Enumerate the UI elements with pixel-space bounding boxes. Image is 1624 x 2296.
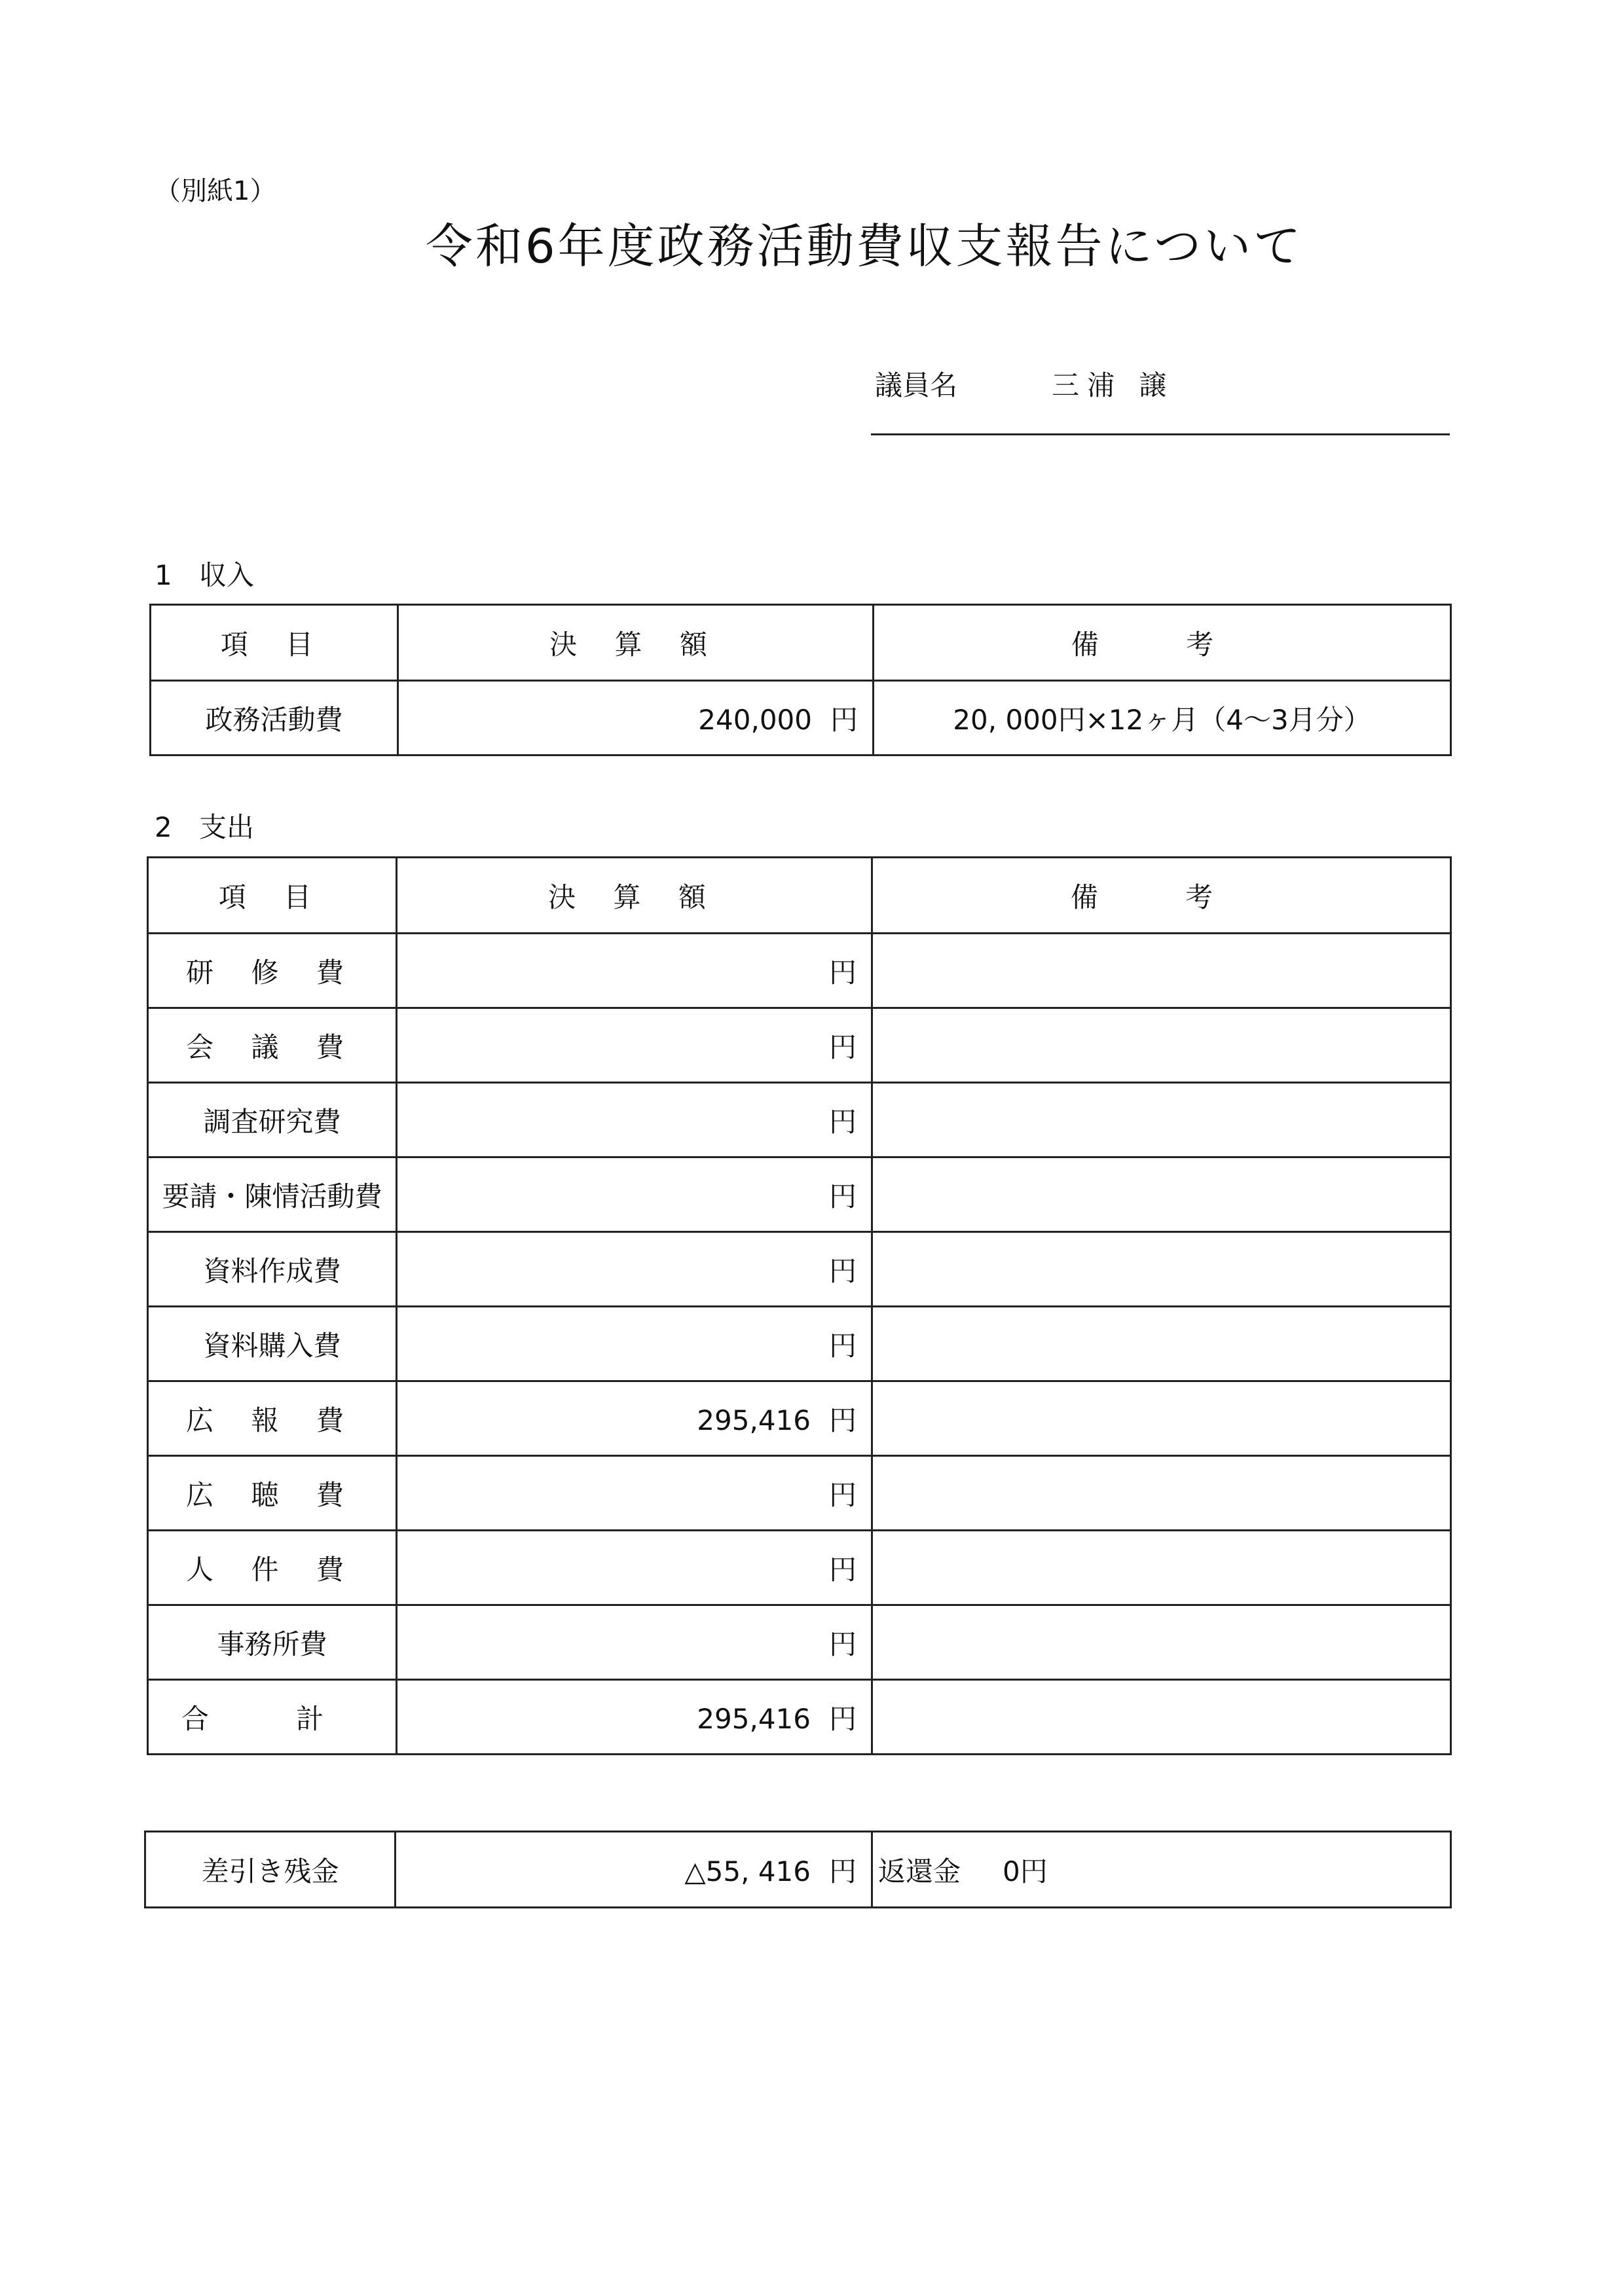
- expense-amount-cell: [397, 1083, 872, 1157]
- expense-item: 要請・陳情活動費: [148, 1157, 397, 1232]
- expense-row: [148, 1456, 1451, 1531]
- expense-unit: 円: [828, 956, 857, 989]
- expense-amount-cell: [397, 1157, 872, 1232]
- expense-unit: 円: [828, 1180, 857, 1212]
- income-header-row: [151, 605, 1451, 681]
- expense-item: 事務所費: [148, 1605, 397, 1680]
- expense-row: [148, 1157, 1451, 1232]
- balance-amount: △55, 416: [684, 1855, 811, 1887]
- expense-total-note: [872, 1680, 1451, 1755]
- expense-amount: 295,416: [697, 1404, 811, 1436]
- expense-item: 調査研究費: [148, 1083, 397, 1157]
- refund-value: 0円: [1003, 1855, 1048, 1887]
- expense-note: [872, 934, 1451, 1008]
- expense-row: [148, 1605, 1451, 1680]
- expense-unit: 円: [828, 1553, 857, 1586]
- expense-header-row: [148, 858, 1451, 934]
- income-header-note: 備 考: [874, 605, 1451, 681]
- expense-amount-cell: [397, 1008, 872, 1083]
- expense-amount-cell: [397, 1381, 872, 1456]
- expense-unit: 円: [828, 1105, 857, 1138]
- income-header-item: 項 目: [151, 605, 398, 681]
- expense-total-amount: 295,416: [697, 1702, 811, 1735]
- member-label: 議員名: [875, 369, 958, 401]
- income-heading: [155, 554, 254, 593]
- expense-header-item: 項 目: [148, 858, 397, 934]
- income-table: [149, 604, 1452, 756]
- document-title: 令和6年度政務活動費収支報告について: [425, 219, 1304, 274]
- expense-row: [148, 934, 1451, 1008]
- expense-header-note: 備 考: [872, 858, 1451, 934]
- expense-unit: 円: [828, 1478, 857, 1511]
- member-underline: [871, 433, 1450, 435]
- expense-unit: 円: [828, 1254, 857, 1287]
- refund-label: 返還金: [878, 1855, 961, 1887]
- balance-table: [144, 1831, 1452, 1908]
- expense-note: [872, 1456, 1451, 1531]
- expense-amount-cell: [397, 1531, 872, 1605]
- expense-row: [148, 1083, 1451, 1157]
- expense-heading-number: 2: [155, 811, 172, 843]
- expense-amount-cell: [397, 1307, 872, 1381]
- expense-unit: 円: [828, 1329, 857, 1362]
- expense-unit: 円: [828, 1404, 857, 1436]
- expense-item: 広 聴 費: [148, 1456, 397, 1531]
- expense-note: [872, 1531, 1451, 1605]
- expense-header-amount: 決 算 額: [397, 858, 872, 934]
- expense-unit: 円: [828, 1030, 857, 1063]
- expense-note: [872, 1008, 1451, 1083]
- expense-amount-cell: [397, 1605, 872, 1680]
- expense-item: 広 報 費: [148, 1381, 397, 1456]
- annex-label: （別紙1）: [155, 176, 276, 206]
- balance-unit: 円: [828, 1855, 857, 1887]
- expense-total-row: [148, 1680, 1451, 1755]
- expense-total-label: 合 計: [148, 1680, 397, 1755]
- expense-note: [872, 1083, 1451, 1157]
- expense-unit: 円: [828, 1628, 857, 1660]
- expense-row: [148, 1381, 1451, 1456]
- expense-note: [872, 1381, 1451, 1456]
- expense-amount-cell: [397, 1232, 872, 1307]
- expense-note: [872, 1157, 1451, 1232]
- expense-item: 資料購入費: [148, 1307, 397, 1381]
- income-row: [151, 681, 1451, 756]
- income-item: 政務活動費: [151, 681, 398, 756]
- expense-total-amount-cell: [397, 1680, 872, 1755]
- expense-row: [148, 1232, 1451, 1307]
- expense-note: [872, 1232, 1451, 1307]
- balance-label: 差引き残金: [145, 1832, 396, 1908]
- balance-amount-cell: [396, 1832, 872, 1908]
- expense-table: [147, 856, 1452, 1755]
- expense-item: 研 修 費: [148, 934, 397, 1008]
- income-heading-text: 収入: [199, 559, 255, 591]
- income-unit: 円: [830, 703, 858, 736]
- expense-item: 会 議 費: [148, 1008, 397, 1083]
- expense-unit: 円: [828, 1702, 857, 1735]
- balance-row: [145, 1832, 1451, 1908]
- expense-item: 人 件 費: [148, 1531, 397, 1605]
- expense-heading-text: 支出: [199, 811, 255, 843]
- expense-amount-cell: [397, 1456, 872, 1531]
- income-header-amount: 決 算 額: [398, 605, 874, 681]
- expense-heading: [155, 806, 254, 845]
- refund-cell: [872, 1832, 1451, 1908]
- expense-note: [872, 1605, 1451, 1680]
- expense-item: 資料作成費: [148, 1232, 397, 1307]
- expense-row: [148, 1531, 1451, 1605]
- expense-amount-cell: [397, 934, 872, 1008]
- income-note: 20, 000円×12ヶ月（4～3月分）: [874, 681, 1451, 756]
- member-name: 三浦 譲: [1052, 369, 1175, 401]
- expense-row: [148, 1307, 1451, 1381]
- income-amount-cell: [398, 681, 874, 756]
- income-heading-number: 1: [155, 559, 172, 591]
- expense-note: [872, 1307, 1451, 1381]
- expense-row: [148, 1008, 1451, 1083]
- income-amount: 240,000: [698, 703, 812, 736]
